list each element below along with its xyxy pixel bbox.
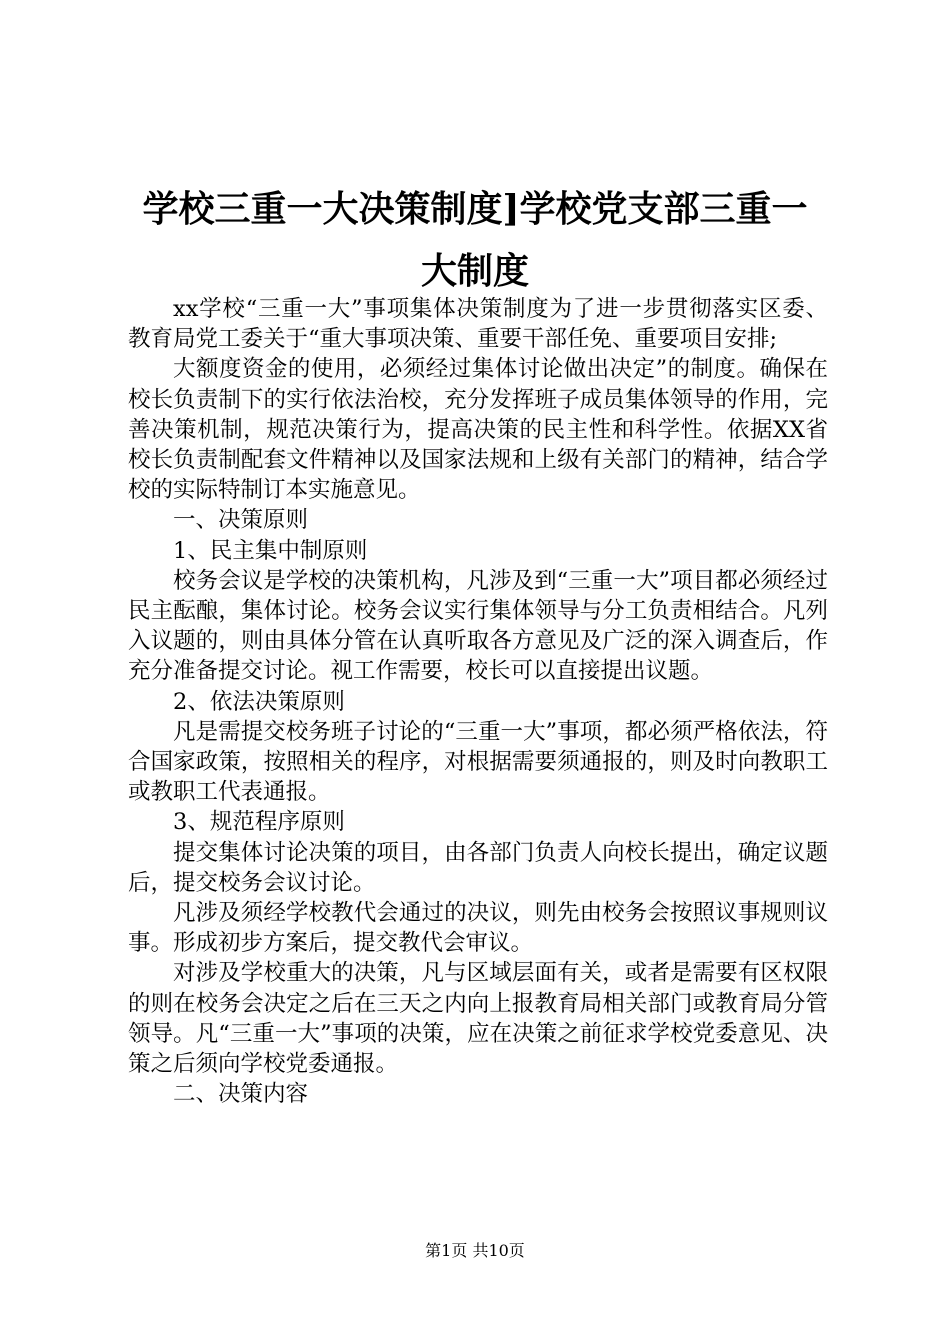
section-heading: 二、决策内容 — [173, 1081, 309, 1108]
page-number-footer: 第1页 共10页 — [425, 1241, 525, 1260]
section-heading: 一、决策原则 — [173, 507, 309, 534]
document-body — [128, 294, 828, 1109]
paragraph: 提交集体讨论决策的项目，由各部门负责人向校长提出，确定议题后，提交校务会议讨论。 — [128, 839, 828, 896]
document-title: 学校三重一大决策制度]学校党支部三重一大制度 — [142, 188, 808, 292]
subsection-heading: 2、依法决策原则 — [173, 688, 345, 715]
paragraph: 凡是需提交校务班子讨论的“三重一大”事项，都必须严格依法，符合国家政策，按照相关的程序，对根据需要须通报的，则及时向教职工或教职工代表通报。 — [128, 718, 828, 806]
paragraph: 对涉及学校重大的决策，凡与区域层面有关，或者是需要有区权限的则在校务会决定之后在三天之内向上报教育局相关部门或教育局分管领导。凡“三重一大”事项的决策，应在决策之前征求学校党委意见、决策之后须向学校党委通报。 — [128, 960, 828, 1078]
paragraph: 大额度资金的使用，必须经过集体讨论做出决定”的制度。确保在校长负责制下的实行依法治校，充分发挥班子成员集体领导的作用，完善决策机制，规范决策行为，提高决策的民主性和科学性。依据XX省校长负责制配套文件精神以及国家法规和上级有关部门的精神，结合学校的实际特制订本实施意见。 — [128, 356, 828, 504]
paragraph: 凡涉及须经学校教代会通过的决议，则先由校务会按照议事规则议事。形成初步方案后，提交教代会审议。 — [128, 900, 828, 957]
paragraph: 校务会议是学校的决策机构，凡涉及到“三重一大”项目都必须经过民主酝酿，集体讨论。校务会议实行集体领导与分工负责相结合。凡列入议题的，则由具体分管在认真听取各方意见及广泛的深入调查后，作充分准备提交讨论。视工作需要，校长可以直接提出议题。 — [128, 567, 828, 685]
subsection-heading: 1、民主集中制原则 — [173, 537, 368, 564]
paragraph: xx学校“三重一大”事项集体决策制度为了进一步贯彻落实区委、教育局党工委关于“重大事项决策、重要干部任免、重要项目安排; — [128, 296, 828, 353]
subsection-heading: 3、规范程序原则 — [173, 809, 345, 836]
